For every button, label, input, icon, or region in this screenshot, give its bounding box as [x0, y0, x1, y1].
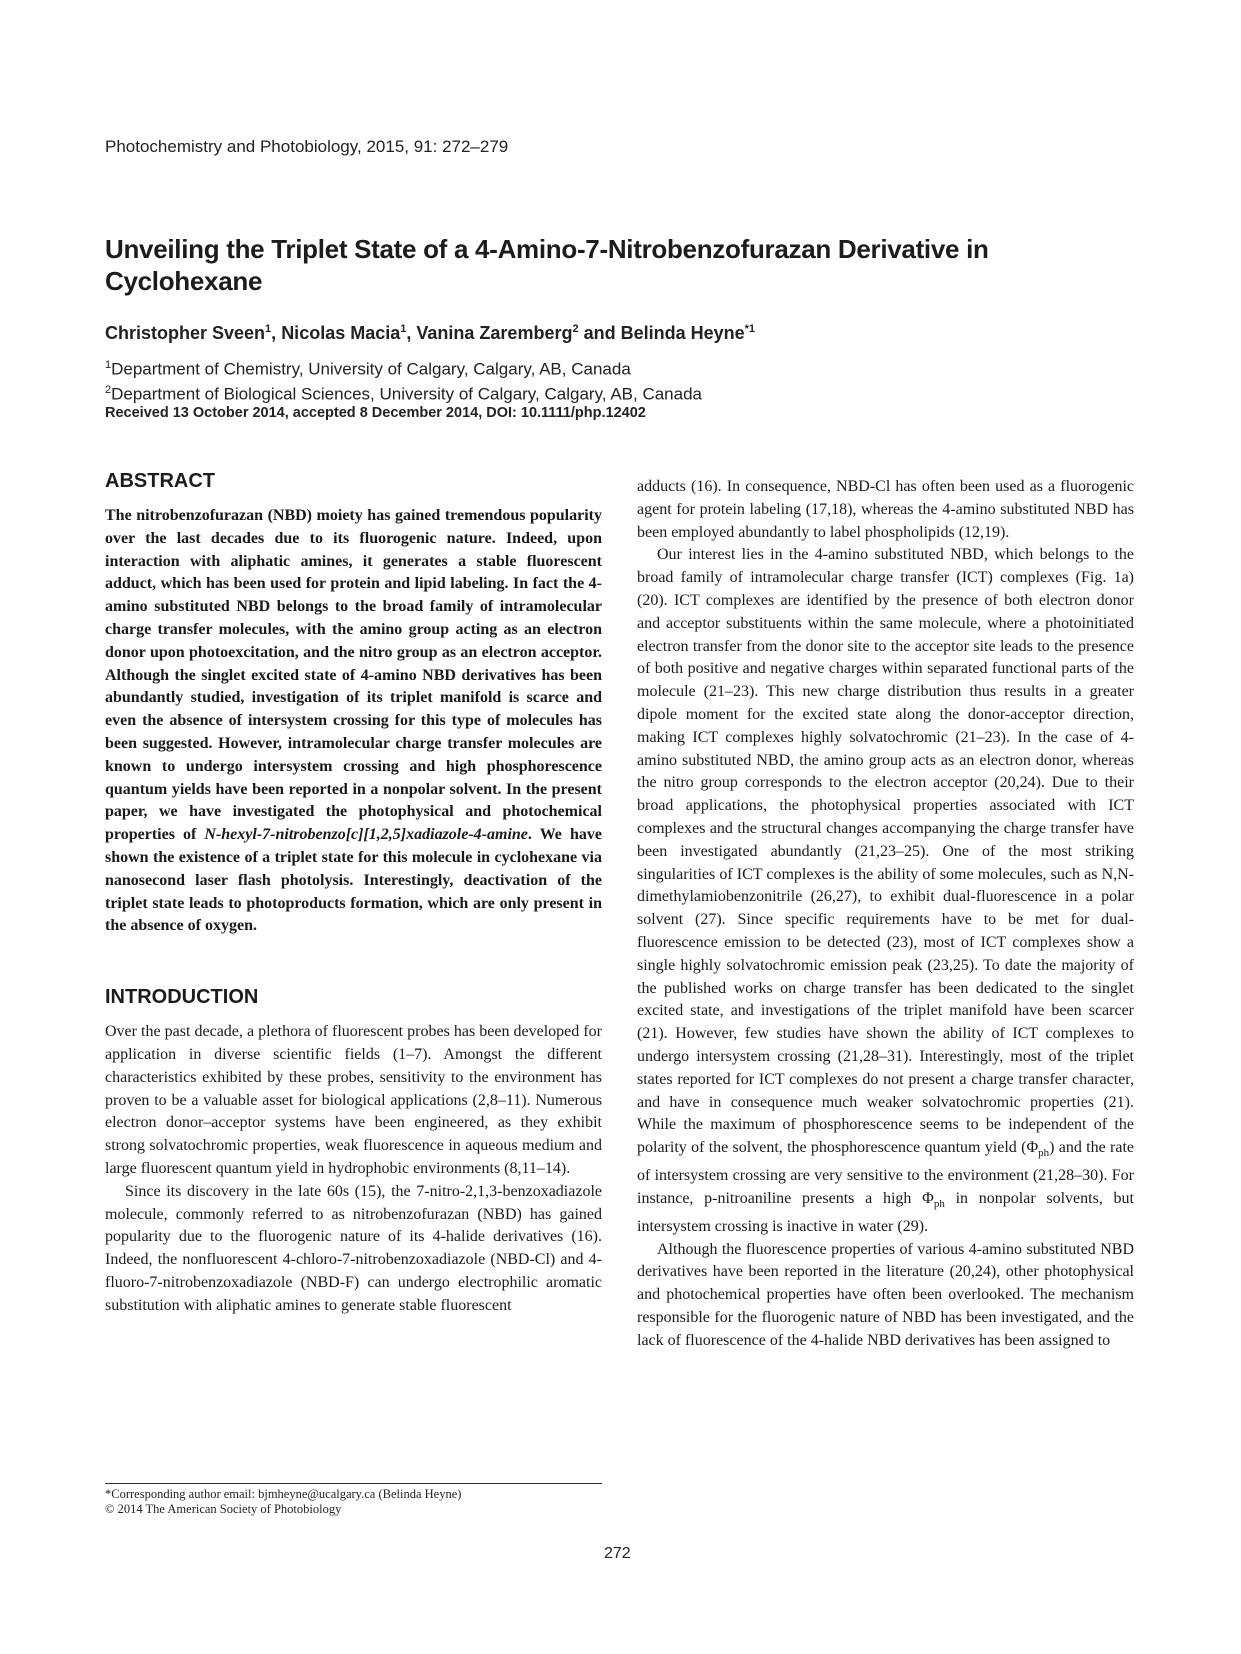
footnote-divider — [105, 1483, 602, 1484]
intro-paragraph: Since its discovery in the late 60s (15), the 7-nitro-2,1,3-benzoxadiazole molecule, commonly referred to as nitrobenzofurazan (NBD) has gained popularity due to the fluorogenic nature of its 4-halide derivatives (16). Indeed, the nonfluorescent 4-chloro-7-nitrobenzoxadiazole (NBD-Cl) and 4-fluoro-7-nitrobenzoxadiazole (NBD-F) can undergo electrophilic aromatic substitution with aliphatic amines to generate stable fluorescent — [105, 1182, 602, 1314]
copyright-note: © 2014 The American Society of Photobiology — [105, 1502, 342, 1516]
article-title: Unveiling the Triplet State of a 4-Amino-7-Nitrobenzofurazan Derivative in Cyclohexane — [105, 234, 989, 296]
intro-paragraph: Although the fluorescence properties of various 4-amino substituted NBD derivatives have been reported in the literature (20,24), other photophysical and photochemical properties have often been overlooked. The mechanism responsible for the fluorogenic nature of NBD has been investigated, and the lack of fluorescence of the 4-halide NBD derivatives has been assigned to — [637, 1240, 1134, 1349]
affiliation: $^2$Department of Biological Sciences, University of Calgary, Calgary, AB, Canada — [105, 383, 702, 404]
footnotes — [105, 1487, 461, 1517]
page-number: 272 — [604, 1545, 631, 1562]
author: Nicolas Macia$^1$, — [281, 323, 417, 343]
author: Belinda Heyne$^{*1}$ — [620, 323, 756, 343]
affiliations — [105, 355, 702, 404]
compound-name: N-hexyl-7-nitrobenzo[c][1,2,5]xadiazole-4-amine — [204, 826, 528, 844]
author-list — [105, 323, 755, 344]
left-column — [105, 470, 602, 1318]
journal-citation: Photochemistry and Photobiology, 2015, 91: 272–279 — [105, 137, 509, 156]
introduction-heading: INTRODUCTION — [105, 986, 259, 1009]
phi-symbol: $\Phi_{ph}$ — [1026, 1139, 1050, 1160]
received-doi-line: Received 13 October 2014, accepted 8 December 2014, DOI: 10.1111/php.12402 — [105, 405, 646, 421]
corresponding-author-note: *Corresponding author email: bjmheyne@ucalgary.ca (Belinda Heyne) — [105, 1487, 462, 1501]
intro-paragraph: Over the past decade, a plethora of fluorescent probes has been developed for application in diverse scientific fields (1–7). Amongst the different characteristics exhibited by these probes, sensitivity to the environment has proven to be a valuable asset for biological applications (2,8–11). Numerous electron donor–acceptor systems have been engineered, as they exhibit strong solvatochromic properties, weak fluorescence in aqueous medium and large fluorescent quantum yield in hydrophobic environments (8,11–14). — [105, 1023, 602, 1177]
right-column — [637, 476, 1134, 1353]
abstract-body: The nitrobenzofurazan (NBD) moiety has gained tremendous popularity over the last decades due to its fluorogenic nature. Indeed, upon interaction with aliphatic amines, it generates a stable fluorescent adduct, which has been used for protein and lipid labeling. In fact the 4-amino substituted NBD belongs to the broad family of intramolecular charge transfer molecules, with the amino group acting as an electron donor upon photoexcitation, and the nitro group as an electron acceptor. Although the singlet excited state of 4-amino NBD derivatives has been abundantly studied, investigation of its triplet manifold is scarce and even the absence of intersystem crossing for this type of molecules has been suggested. However, intramolecular charge transfer molecules are known to undergo intersystem crossing and high phosphorescence quantum yields have been reported in a nonpolar solvent. In the present paper, we have investigated the photophysical and photochemical properties of N-hexyl-7-nitrobenzo[c][1,2,5]xadiazole-4-amine. We have shown the existence of a triplet state for this molecule in cyclohexane via nanosecond laser flash photolysis. Interestingly, deactivation of the triplet state leads to photoproducts formation, which are only present in the absence of oxygen. — [105, 507, 602, 935]
author: Christopher Sveen$^1$, — [105, 323, 282, 343]
abstract-heading: ABSTRACT — [105, 470, 215, 492]
phi-symbol: $\Phi_{ph}$ — [922, 1189, 945, 1211]
intro-paragraph: Our interest lies in the 4-amino substituted NBD, which belongs to the broad family of intramolecular charge transfer (ICT) complexes (Fig. 1a) (20). ICT complexes are identified by the presence of both electron donor and acceptor substituents within the same molecule, where a photoinitiated electron transfer from the donor site to the acceptor site leads to the presence of both positive and negative charges within separated functional parts of the molecule (21–23). This new charge distribution thus results in a greater dipole moment for the excited state along the donor-acceptor direction, making ICT complexes highly solvatochromic (21–23). In the case of 4-amino substituted NBD, the amino group acts as an electron donor, whereas the nitro group corresponds to the electron acceptor (20,24). Due to their broad applications, the photophysical properties associated with ICT complexes and the structural changes accompanying the charge transfer have been investigated abundantly (21,23–25). One of the most striking singularities of ICT complexes is the ability of some molecules, such as N,N-dimethylamiobenzonitrile (26,27), to exhibit dual-fluorescence in a polar solvent (27). Since specific requirements have to be met for dual-fluorescence emission to be detected (23), most of ICT complexes show a single highly solvatochromic emission peak (23,25). To date the majority of the published works on charge transfer has been dedicated to the singlet excited state, and investigations of the triplet manifold have been scarcer (21). However, few studies have shown the ability of ICT complexes to undergo intersystem crossing (21,28–31). Interestingly, most of the triplet states reported for ICT complexes do not present a charge transfer character, and have in consequence much weaker solvatochromic properties (21). While the maximum of phosphorescence seems to be independent of the polarity of the solvent, the phosphorescence quantum yield $(\Phi_{ph})$ and the rate of intersystem crossing are very sensitive to the environment (21,28–30). For instance, p-nitroaniline presents a high $\Phi_{ph}$ in nonpolar solvents, but intersystem crossing is inactive in water (29). — [637, 546, 1135, 1235]
intro-paragraph: adducts (16). In consequence, NBD-Cl has often been used as a fluorogenic agent for protein labeling (17,18), whereas the 4-amino substituted NBD has been employed abundantly to label phospholipids (12,19). — [637, 478, 1134, 541]
affiliation: $^1$Department of Chemistry, University of Calgary, Calgary, AB, Canada — [105, 359, 631, 379]
author: Vanina Zaremberg$^2$ and — [416, 323, 621, 343]
